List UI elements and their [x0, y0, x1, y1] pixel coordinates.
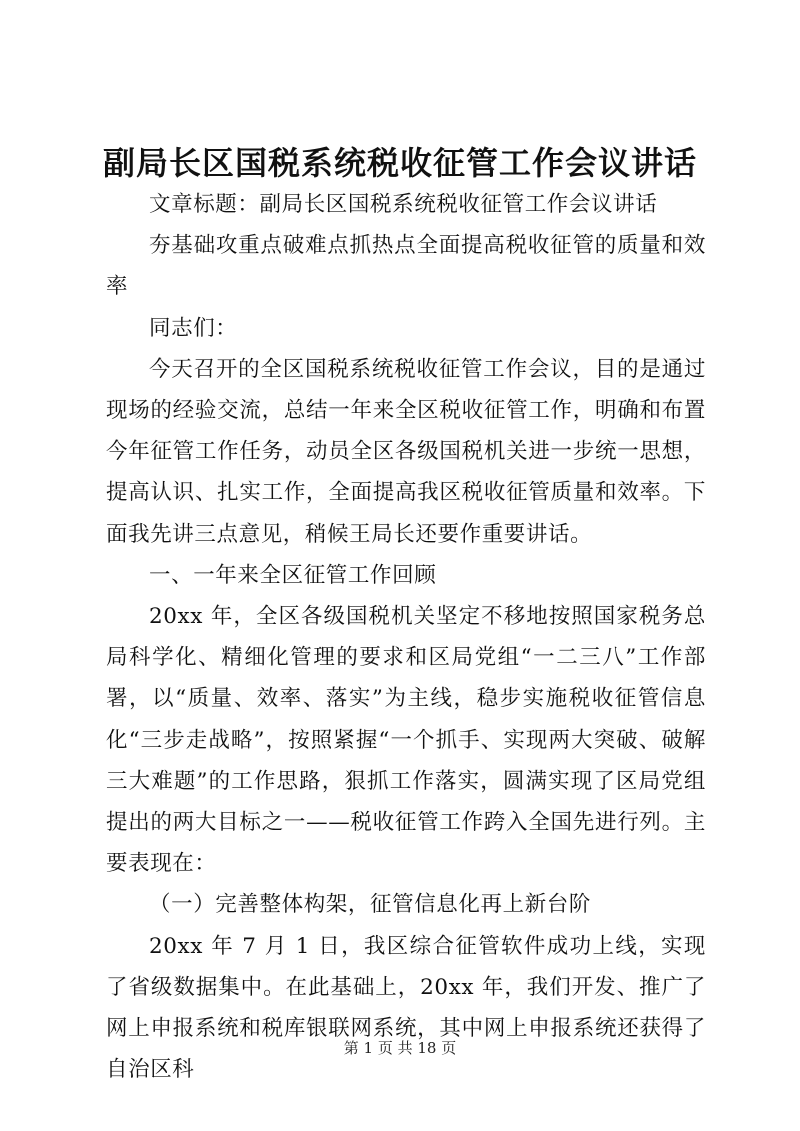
informatization-paragraph: 20xx 年 7 月 1 日，我区综合征管软件成功上线，实现了省级数据集中。在此基础上，20xx 年，我们开发、推广了网上申报系统和税库银联网系统，其中网上申报系统还获得了自治区科 — [106, 933, 706, 1083]
subsection-heading: （一）完善整体构架，征管信息化再上新台阶 — [149, 892, 592, 918]
document-title: 副局长区国税系统税收征管工作会议讲话 — [102, 144, 697, 182]
salutation: 同志们： — [149, 315, 238, 341]
document-body — [106, 184, 706, 1090]
page-number-footer: 第 1 页 共 18 页 — [343, 1039, 457, 1057]
review-paragraph: 20xx 年，全区各级国税机关坚定不移地按照国家税务总局科学化、精细化管理的要求和区局党组“一二三八”工作部署，以“质量、效率、落实”为主线，稳步实施税收征管信息化“三步走战略”，按照紧握“一个抓手、实现两大突破、破解三大难题”的工作思路，狠抓工作落实，圆满实现了区局党组提出的两大目标之一——税收征管工作跨入全国先进行列。主要表现在： — [106, 604, 706, 877]
intro-paragraph: 今天召开的全区国税系统税收征管工作会议，目的是通过现场的经验交流，总结一年来全区税收征管工作，明确和布置今年征管工作任务，动员全区各级国税机关进一步统一思想，提高认识、扎实工作，全面提高我区税收征管质量和效率。下面我先讲三点意见，稍候王局长还要作重要讲话。 — [106, 356, 706, 547]
subtitle-paragraph: 夯基础攻重点破难点抓热点全面提高税收征管的质量和效率 — [106, 233, 706, 300]
section-heading: 一、一年来全区征管工作回顾 — [149, 562, 437, 588]
article-title-line: 文章标题：副局长区国税系统税收征管工作会议讲话 — [149, 192, 658, 217]
